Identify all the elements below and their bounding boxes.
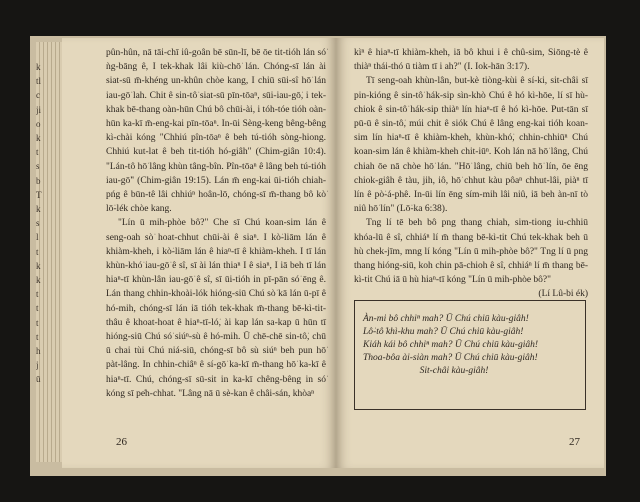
verse-box xyxy=(354,300,586,410)
fragment-letter: t xyxy=(36,289,39,300)
fragment-letter: t xyxy=(36,331,39,342)
fragment-letter: t xyxy=(36,246,39,257)
fragment-letter: t xyxy=(36,147,39,158)
fragment-letter: s xyxy=(36,218,40,229)
paragraph: pûn-hûn, nā tāi-chī iû-goân bē sūn-lī, bē ōe tit-tióh lán só͘ ǹg-bāng ê, I tek-khak lâi kiù-chō͘ lán. Chóng-sī lán ài siat-sū m̄-khéng un-khûn chòe kang, I chiū sūi-sî hō͘ lán iau-gō͘ lah. Chit ê sin-tô͘ siat-sū pīn-tōaⁿ, sūi-iau-gō͘, i tek-khak bē-thang oàn-hūn Chú bô chūi-ài, i tóh-tóe tióh oàn-hūn ka-kī m̄-eng-kai pīn-tōaⁿ. In-ūi Sèng-keng bêng-bêng kì-chài kóng "Chhiú pîn-tōaⁿ ê beh tú-tióh sòng-hiong. Chhiú kut-lat ê beh tit-tióh hó-giâh" (Chim-giân 10:4). "Lán-tô hō͘ lâng khùn tâng-bîn. Pîn-tōaⁿ ê lâng beh tú-tióh iau-gō͘" (Chim-giân 19:15). Lán m̄ eng-kai ūi-tióh chiah-pńg ê būn-tê lâi chhiúⁿ hoân-lō, chóng-sī m̄-thang bô kò͘ lō͘-lék chòe kang. xyxy=(106,48,326,215)
fragment-letter: k xyxy=(36,133,41,144)
fragment-letter: o xyxy=(36,118,41,129)
previous-page-fragment xyxy=(36,60,62,440)
fragment-letter: k xyxy=(36,275,41,286)
page-number: 27 xyxy=(569,436,580,448)
right-page xyxy=(336,38,604,468)
verse-line: Àn-mi bô chhiⁿ mah? Ū Chú chiū kàu-giâh! xyxy=(363,314,529,324)
fragment-letter: ji xyxy=(36,104,42,115)
fragment-letter: k xyxy=(36,260,41,271)
paragraph: Tng lí tē beh bô png thang chiah, sim-tiong iu-chhiū khóa-lū ê sî, chhiáⁿ lí m̄ thang bē-kì-tit Chú tek-khak beh ū hù chek-jīm, mng lí kóng "Lín ū mih-phòe bô?" Tng lí ū png thang hióng-siū, koh chin pā-chioh ê sî, chhiáⁿ lí m̄ thang bē-kì-tit Chú iā ū hù hiaⁿ-tī kóng "Lín ū mih-phòe bô?" xyxy=(354,218,588,286)
fragment-letter: t xyxy=(36,317,39,328)
fragment-letter: k xyxy=(36,62,41,72)
fragment-letter: T xyxy=(36,189,42,200)
verse-line: Kiáh kái bô chhiⁿ mah? Ū Chú chiū kàu-giâh! xyxy=(363,340,539,350)
fragment-letter: ū xyxy=(36,374,41,385)
left-page xyxy=(62,38,336,468)
verse-line: Sit-châi kàu-giâh! xyxy=(419,366,489,376)
fragment-letter: h xyxy=(36,346,41,357)
paragraph: kìⁿ ê hiaⁿ-tī khiàm-kheh, iā bô khui i ê chû-sim, Siōng-tè ê thiàⁿ thái-thó ū tiàm tī i ah?" (I. Iok-hān 3:17). xyxy=(354,48,588,73)
fragment-letter: l xyxy=(36,232,39,243)
fragment-letter: j xyxy=(36,360,39,371)
verse-line: Thoa-bôa ài-siàn mah? Ū Chú chiū kàu-giâh! xyxy=(363,353,538,363)
right-page-text xyxy=(354,46,588,302)
fragment-letter: k xyxy=(36,204,41,215)
fragment-letter: s xyxy=(36,161,40,172)
page-number: 26 xyxy=(116,436,127,448)
paragraph: Tī seng-oah khùn-lân, but-kè tiòng-kùi ê sí-ki, sit-châi sī pin-kióng ê sin-tô͘ hák-sip sìn-khò Chú ê hó kì-hōe, lí sī hù-chiok ê sin-tô͘ hák-sip thiàⁿ lín hiaⁿ-tī ê hó kì-hōe. Put-tān sī pū-ū ê sin-tô͘, múi chit ê siók Chú ê lâng eng-kai tióh koan-sim lín hiaⁿ-tī ê khiàm-kheh, khùn-khó͘, chhin-chhiūⁿ Chú koan-sim lán ê khiàm-kheh chit-iūⁿ. Koh lán nā hō͘ lâng, Chú chiah ōe nā chòe hō͘ lán. "Hō͘ lâng, chiū beh hō͘ lín, ōe ēng chiok-giâh ê tàu, jih, iô, hō͘ chhut kàu pôaⁿ chhut-lâi, piàⁿ tī lín ê pò͘-á-phê. In-ūi lín ēng sím-mih lâi niû, iā beh àn-nī tò niû hō͘ lín" (Lō͘-ka 6:38). xyxy=(354,76,588,215)
fragment-letter: b xyxy=(36,175,41,186)
fragment-letter: t xyxy=(36,303,39,314)
fragment-letter: tl xyxy=(36,76,42,87)
left-page-text xyxy=(106,46,326,401)
fragment-letter: c xyxy=(36,90,40,101)
verse-line: Lô͘-tô͘ khì-khu mah? Ū Chú chiū kàu-giâh! xyxy=(363,327,524,337)
citation: (Lí Lû-bi ék) xyxy=(538,289,588,300)
paragraph: "Lín ū mih-phòe bô?" Che sī Chú koan-sim lán ê seng-oah sò͘ hoat-chhut chūi-ài ê siaⁿ. I kò͘-liām lán ê khiàm-kheh, i kò͘-liām lán ê hiaⁿ-tī ê khiàm-kheh. I tī lán khùn-khó͘ iau-gō͘ ê sî, sī ài lán thiaⁿ I ê siaⁿ, I iā beh tī lán hiaⁿ-tī khùn-lân iau-gō͘ ê sî, sī ūi-tióh in pī-pān só͘ ēng ê. Lán thang chhin-khoài-lók hióng-siū Chú sò͘ kā lán ū-pī ê hó-mih, chóng-sī lán iā tióh tek-khak m̄-thang bē-kì-tit-thâu ê khoat-hoat ê hiaⁿ-tī-ló͘, ài kap lán sa-kap ū hūn tī hióng-siū Chú só͘ siúⁿ-sù ê hó-mih. Ū chē-chē sin-tô͘, chū ū chai tùi Chú niá-siū, chóng-sī bô sù siúⁿ beh pun hō͘ pàt-lâng. In chhin-chiâⁿ ê sí-gō͘ ka-kī m̄-thang hō͘ ka-kī ê hiaⁿ-tī. Chú, chóng-sī sū-sit in ka-kī chêng-bêng in só͘ kóng sī pe̍h-chhat. "Lâng nā ū sè-kan ê châi-sán, khòaⁿ xyxy=(106,218,326,399)
